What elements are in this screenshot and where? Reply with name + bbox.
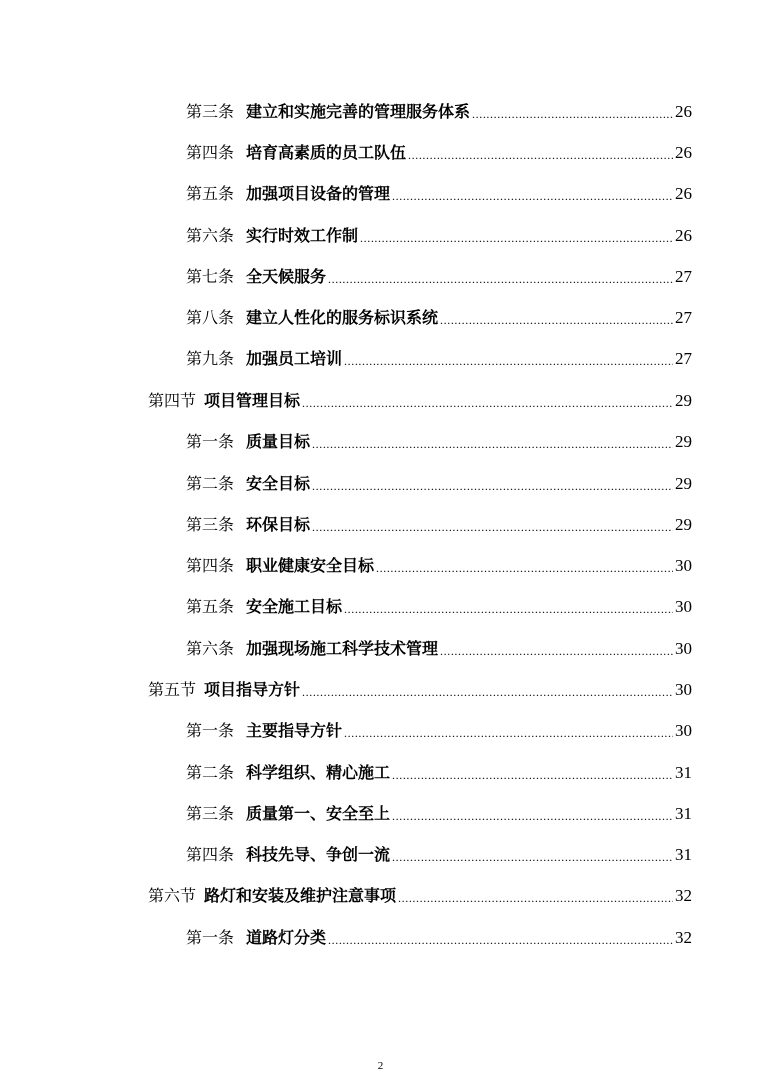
toc-entry-page: 32 [675,886,692,905]
toc-section-entry[interactable] [148,676,692,700]
dot-leader [302,391,673,411]
dot-leader [328,928,673,948]
toc-entry-number: 第七条 [186,267,235,286]
toc-entry-page: 27 [675,349,692,368]
dot-leader [398,886,673,906]
toc-entry-title: 实行时效工作制 [246,226,359,245]
toc-entry[interactable] [186,428,692,452]
dot-leader [392,763,673,783]
toc-entry[interactable] [186,180,692,204]
toc-entry[interactable] [186,345,692,369]
toc-entry-page: 31 [675,763,692,782]
toc-entry-title: 建立和实施完善的管理服务体系 [246,102,471,121]
toc-section-entry[interactable] [148,882,692,906]
toc-entry-number: 第一条 [186,432,235,451]
dot-leader [408,143,673,163]
dot-leader [344,597,673,617]
dot-leader [344,721,673,741]
toc-entry-number: 第六节 [148,886,197,905]
toc-entry-number: 第三条 [186,102,235,121]
toc-entry-number: 第四条 [186,556,235,575]
toc-entry-number: 第八条 [186,308,235,327]
toc-entry-title: 主要指导方针 [246,721,343,740]
toc-entry-number: 第九条 [186,349,235,368]
dot-leader [312,432,673,452]
toc-entry-number: 第六条 [186,226,235,245]
toc-entry-title: 道路灯分类 [246,928,327,947]
toc-entry-page: 29 [675,474,692,493]
toc-entry-page: 30 [675,597,692,616]
toc-entry-title: 质量目标 [246,432,311,451]
toc-entry[interactable] [186,222,692,246]
toc-entry-page: 30 [675,680,692,699]
toc-entry[interactable] [186,924,692,948]
toc-entry[interactable] [186,511,692,535]
toc-entry-page: 32 [675,928,692,947]
toc-entry-number: 第三条 [186,804,235,823]
toc-entry-title: 科技先导、争创一流 [246,845,391,864]
dot-leader [392,804,673,824]
toc-entry[interactable] [186,841,692,865]
toc-entry-number: 第五条 [186,184,235,203]
toc-entry-page: 29 [675,515,692,534]
toc-entry-title: 加强项目设备的管理 [246,184,391,203]
toc-entry-number: 第二条 [186,763,235,782]
toc-entry-title: 全天候服务 [246,267,327,286]
toc-entry-page: 30 [675,639,692,658]
toc-entry-number: 第一条 [186,928,235,947]
toc-entry-page: 30 [675,556,692,575]
dot-leader [392,845,673,865]
toc-entry-title: 建立人性化的服务标识系统 [246,308,439,327]
dot-leader [312,515,673,535]
toc-entry-page: 30 [675,721,692,740]
dot-leader [360,226,673,246]
dot-leader [302,680,673,700]
dot-leader [440,308,673,328]
toc-entry-number: 第二条 [186,474,235,493]
toc-entry-page: 26 [675,184,692,203]
dot-leader [472,102,673,122]
dot-leader [376,556,673,576]
toc-entry-number: 第五节 [148,680,197,699]
toc-entry[interactable] [186,304,692,328]
toc-entry-title: 环保目标 [246,515,311,534]
toc-entry-title: 培育高素质的员工队伍 [246,143,407,162]
toc-entry-number: 第五条 [186,597,235,616]
toc-entry-page: 27 [675,308,692,327]
toc-entry-page: 29 [675,391,692,410]
toc-entry-title: 质量第一、安全至上 [246,804,391,823]
toc-entry[interactable] [186,759,692,783]
toc-entry[interactable] [186,800,692,824]
toc-entry-page: 26 [675,143,692,162]
toc-entry[interactable] [186,717,692,741]
toc-entry-number: 第四条 [186,845,235,864]
toc-entry-page: 27 [675,267,692,286]
toc-entry[interactable] [186,593,692,617]
toc-entry-page: 26 [675,102,692,121]
toc-entry-title: 路灯和安装及维护注意事项 [204,886,397,905]
toc-entry[interactable] [186,635,692,659]
dot-leader [328,267,673,287]
toc-entry-number: 第三条 [186,515,235,534]
toc-entry-page: 31 [675,845,692,864]
toc-entry-title: 安全施工目标 [246,597,343,616]
page-number: 2 [377,1060,384,1072]
toc-entry-page: 29 [675,432,692,451]
toc-entry-title: 项目指导方针 [204,680,301,699]
toc-entry[interactable] [186,263,692,287]
toc-entry-page: 26 [675,226,692,245]
toc-entry-title: 职业健康安全目标 [246,556,375,575]
toc-entry[interactable] [186,98,692,122]
dot-leader [344,349,673,369]
toc-entry-title: 安全目标 [246,474,311,493]
toc-entry-title: 加强员工培训 [246,349,343,368]
dot-leader [440,639,673,659]
toc-entry-title: 科学组织、精心施工 [246,763,391,782]
toc-entry-number: 第四节 [148,391,197,410]
toc-entry[interactable] [186,139,692,163]
dot-leader [312,474,673,494]
toc-entry-page: 31 [675,804,692,823]
toc-entry-number: 第一条 [186,721,235,740]
toc-entry[interactable] [186,470,692,494]
toc-entry-title: 加强现场施工科学技术管理 [246,639,439,658]
toc-section-entry[interactable] [148,387,692,411]
toc-entry[interactable] [186,552,692,576]
toc-entry-number: 第六条 [186,639,235,658]
dot-leader [392,184,673,204]
toc-entry-number: 第四条 [186,143,235,162]
toc-entry-title: 项目管理目标 [204,391,301,410]
